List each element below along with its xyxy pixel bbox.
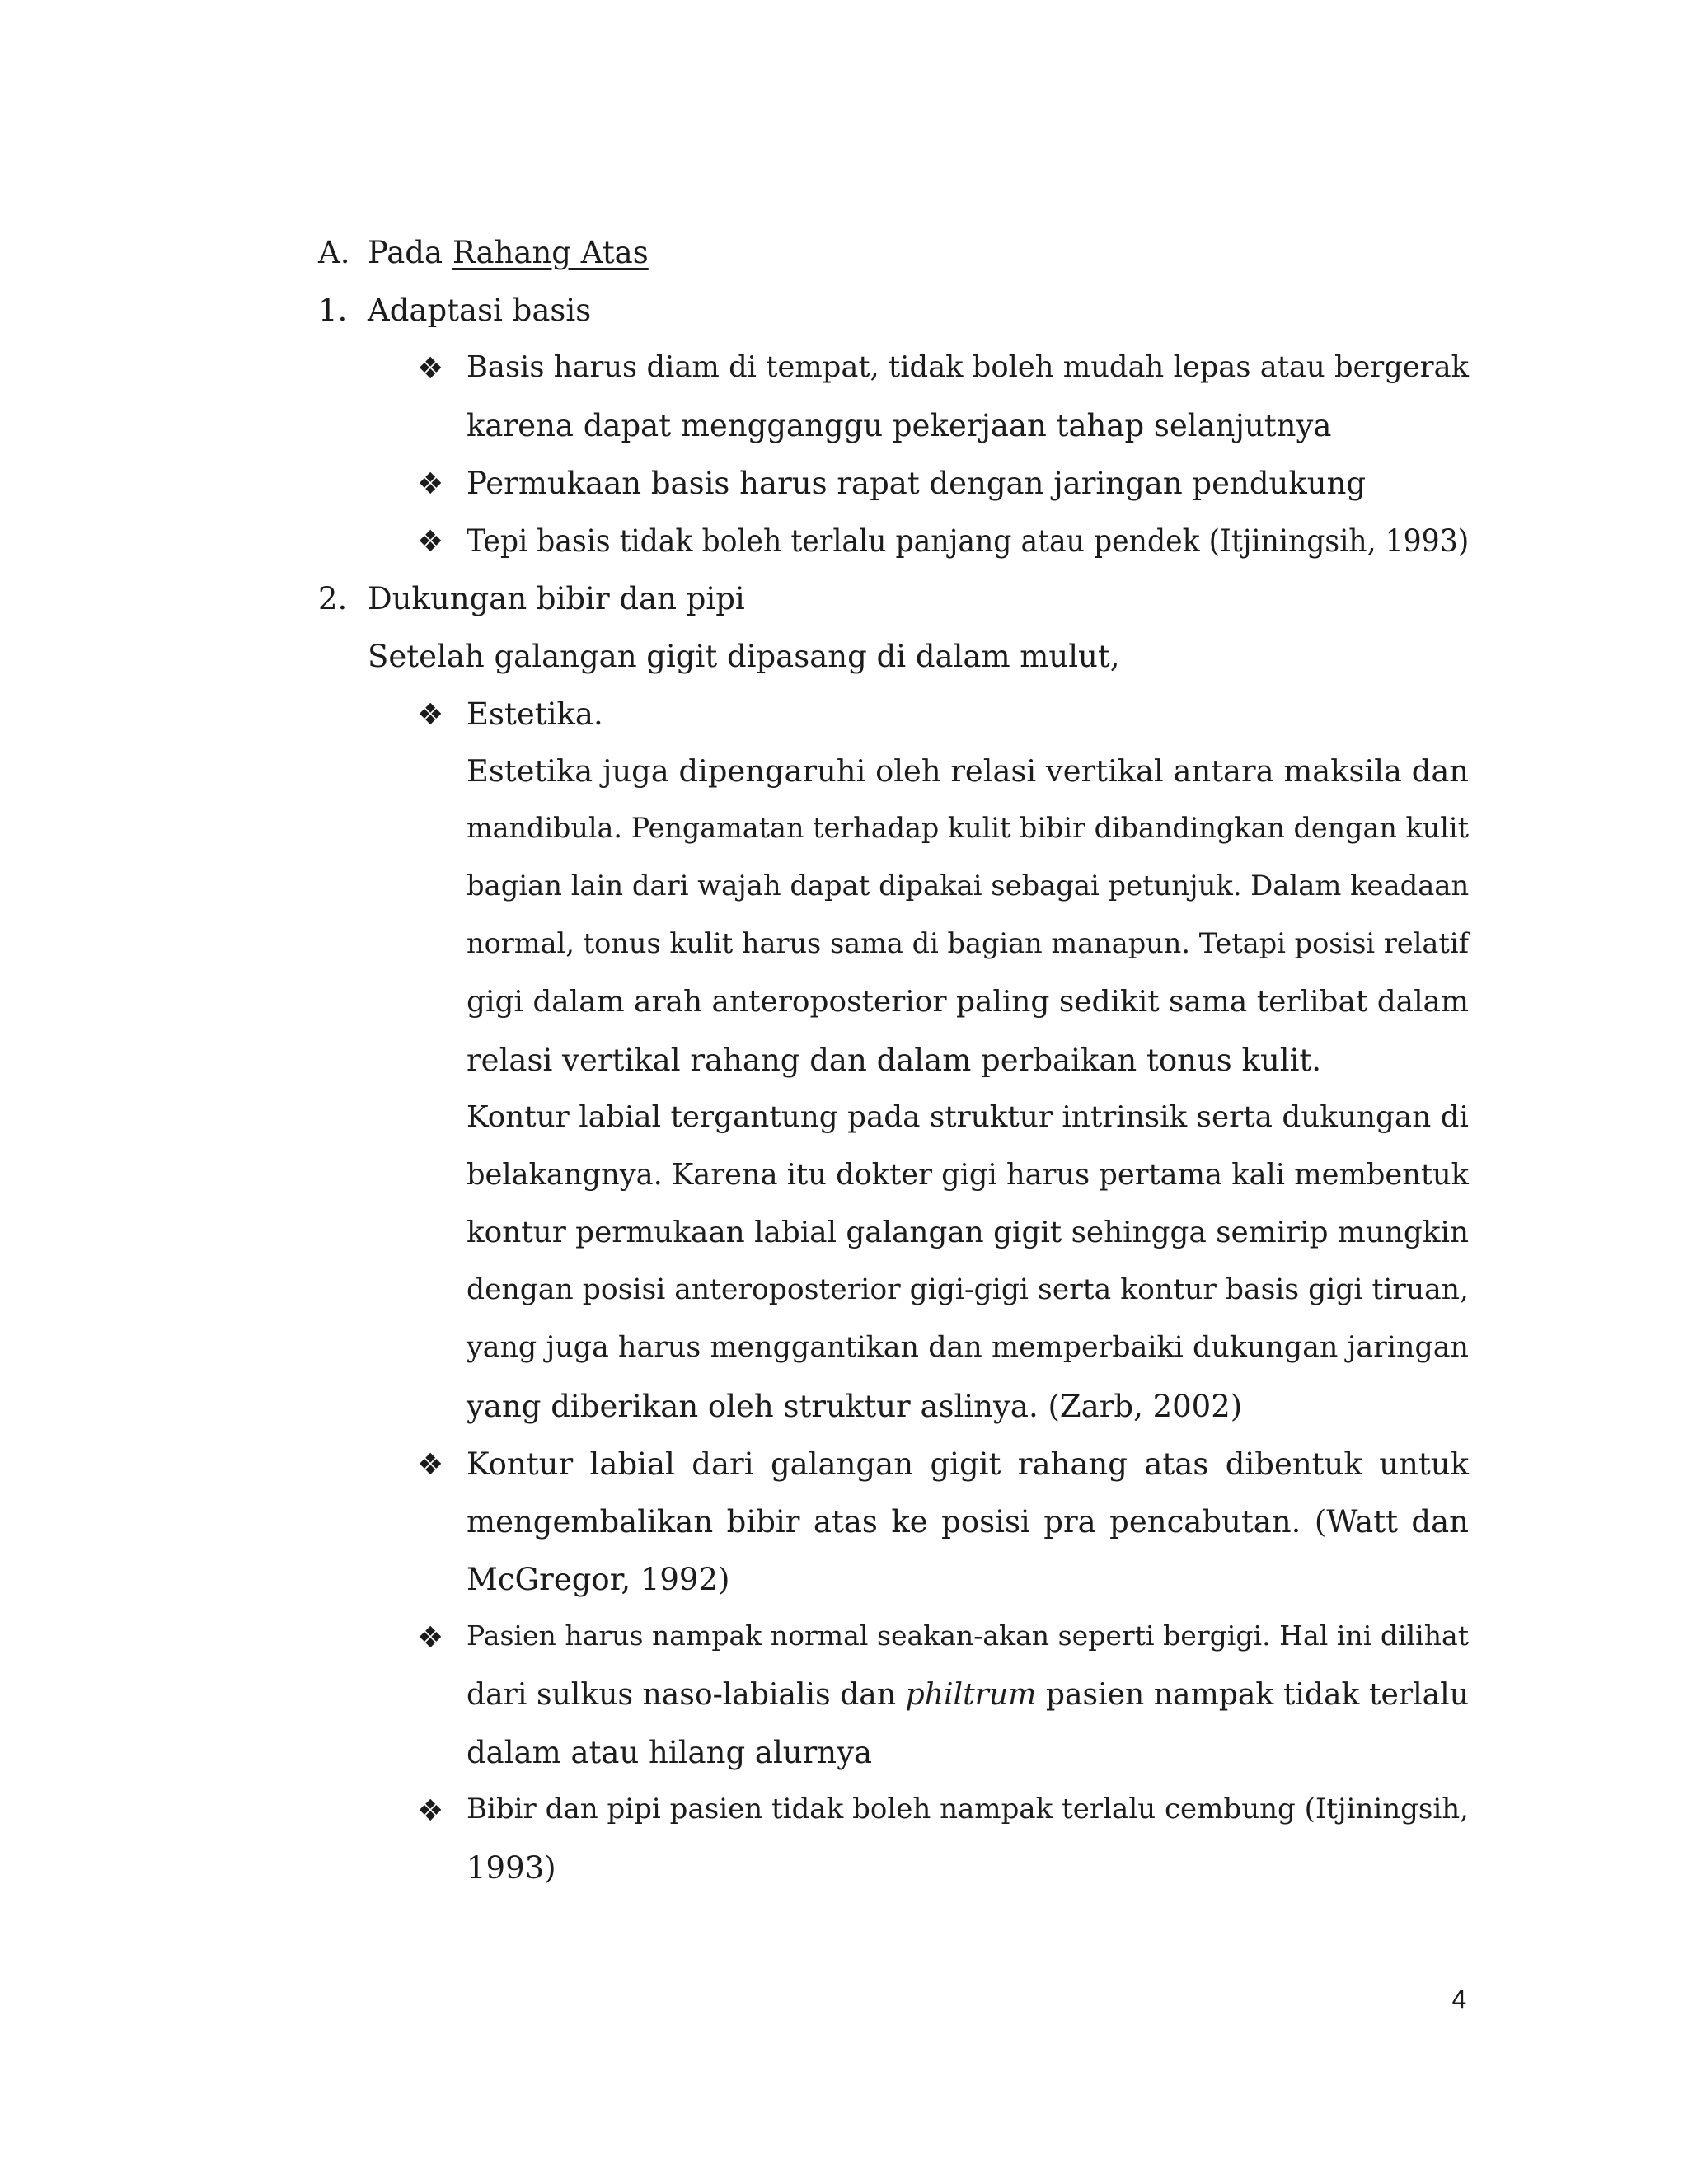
item1-number: 1.	[318, 293, 348, 328]
bullet-diamond-icon: ❖	[417, 698, 444, 732]
bullet-text-line: Kontur labial dari galangan gigit rahang atas dibentuk untuk	[467, 1446, 1469, 1482]
paragraph-line: mandibula. Pengamatan terhadap kulit bibir dibandingkan dengan kulit	[467, 812, 1469, 844]
paragraph-line: kontur permukaan labial galangan gigit sehingga semirip mungkin	[467, 1216, 1469, 1249]
paragraph-line: normal, tonus kulit harus sama di bagian manapun. Tetapi posisi relatif	[467, 927, 1469, 959]
section-marker: A.	[318, 235, 350, 270]
paragraph-line: yang diberikan oleh struktur aslinya. (Zarb, 2002)	[467, 1389, 1243, 1424]
bullet-text-line: karena dapat mengganggu pekerjaan tahap selanjutnya	[467, 408, 1332, 443]
paragraph-line: dengan posisi anteroposterior gigi-gigi serta kontur basis gigi tiruan,	[467, 1273, 1469, 1306]
bullet-text-line: Pasien harus nampak normal seakan-akan seperti bergigi. Hal ini dilihat	[467, 1619, 1469, 1652]
paragraph-line: Kontur labial tergantung pada struktur intrinsik serta dukungan di	[467, 1100, 1469, 1134]
bullet-text-line: Tepi basis tidak boleh terlalu panjang atau pendek (Itjiningsih, 1993)	[467, 523, 1470, 559]
bullet-text-line: Basis harus diam di tempat, tidak boleh mudah lepas atau bergerak	[467, 350, 1469, 384]
bullet-diamond-icon: ❖	[417, 525, 444, 559]
estetika-label: Estetika.	[467, 696, 603, 732]
bullet-diamond-icon: ❖	[417, 1794, 444, 1828]
bullet-diamond-icon: ❖	[417, 352, 444, 386]
bullet-diamond-icon: ❖	[417, 1621, 444, 1655]
bullet-text-line: Permukaan basis harus rapat dengan jaringan pendukung	[467, 466, 1367, 501]
bullet-text-line: McGregor, 1992)	[467, 1562, 730, 1597]
paragraph-line: yang juga harus menggantikan dan memperbaiki dukungan jaringan	[467, 1331, 1469, 1364]
bullet-text-line	[467, 1676, 1469, 1712]
page-number: 4	[1451, 1986, 1467, 2015]
paragraph-line: relasi vertikal rahang dan dalam perbaikan tonus kulit.	[467, 1043, 1322, 1078]
bullet-diamond-icon: ❖	[417, 1448, 444, 1482]
bullet-text-line: dalam atau hilang alurnya	[467, 1735, 873, 1770]
bullet-diamond-icon: ❖	[417, 467, 444, 501]
bullet-text-line: mengembalikan bibir atas ke posisi pra pencabutan. (Watt dan	[467, 1504, 1469, 1540]
bullet-text-line: 1993)	[467, 1850, 556, 1886]
item1-heading: Adaptasi basis	[368, 293, 592, 328]
item2-heading: Dukungan bibir dan pipi	[368, 581, 745, 616]
italic-term: philtrum	[905, 1676, 1037, 1712]
paragraph-line: belakangnya. Karena itu dokter gigi harus pertama kali membentuk	[467, 1158, 1469, 1192]
section-lead: Pada	[368, 235, 452, 270]
item2-number: 2.	[318, 581, 348, 616]
bullet-text-line: Bibir dan pipi pasien tidak boleh nampak terlalu cembung (Itjiningsih,	[467, 1793, 1469, 1825]
text-segment: dari sulkus naso-labialis dan	[467, 1676, 906, 1712]
item2-intro: Setelah galangan gigit dipasang di dalam mulut,	[368, 639, 1120, 674]
paragraph-line: gigi dalam arah anteroposterior paling sedikit sama terlibat dalam	[467, 985, 1469, 1019]
paragraph-line: Estetika juga dipengaruhi oleh relasi vertikal antara maksila dan	[467, 753, 1469, 789]
section-heading	[368, 237, 649, 268]
text-segment: pasien nampak tidak terlalu	[1036, 1676, 1469, 1712]
paragraph-line: bagian lain dari wajah dapat dipakai sebagai petunjuk. Dalam keadaan	[467, 869, 1470, 902]
section-title: Rahang Atas	[452, 235, 649, 270]
